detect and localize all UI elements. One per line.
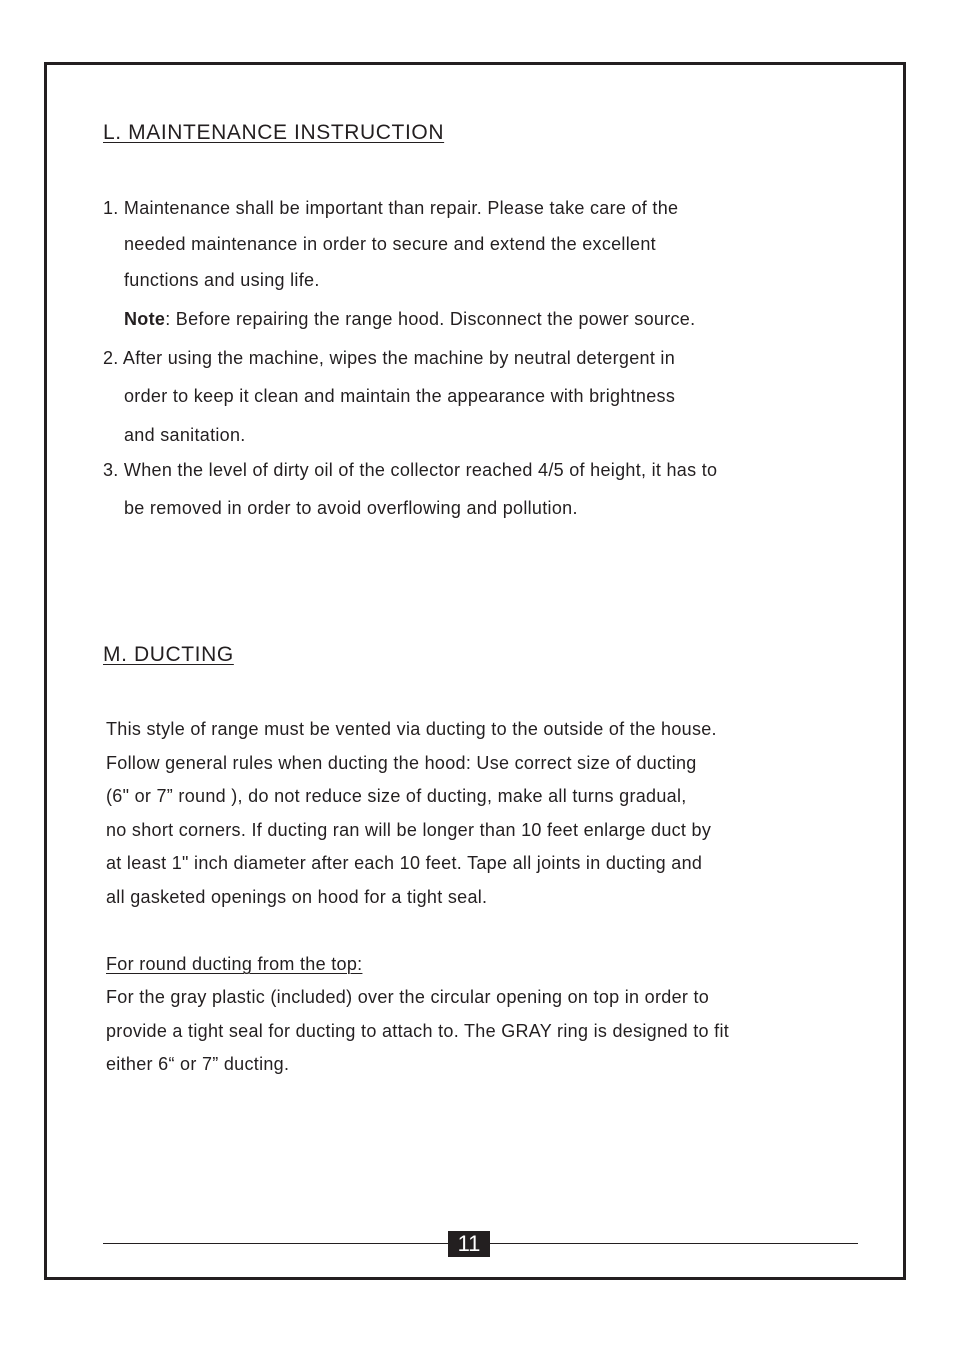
- round-ducting-line-2: provide a tight seal for ducting to attach to. The GRAY ring is designed to fit: [106, 1021, 730, 1041]
- maintenance-item-3-line-1: 3. When the level of dirty oil of the collector reached 4/5 of height, it has to: [103, 460, 718, 480]
- maintenance-item-1-line-2: needed maintenance in order to secure and extend the excellent: [124, 234, 656, 254]
- ducting-paragraph-line-6: all gasketed openings on hood for a tight seal.: [106, 887, 488, 907]
- page-number-badge: 11: [448, 1231, 490, 1257]
- note-text: : Before repairing the range hood. Disconnect the power source.: [165, 309, 696, 329]
- maintenance-item-1-line-3: functions and using life.: [124, 270, 320, 290]
- ducting-paragraph-line-2: Follow general rules when ducting the hood: Use correct size of ducting: [106, 753, 697, 773]
- ducting-paragraph-line-5: at least 1" inch diameter after each 10 feet. Tape all joints in ducting and: [106, 853, 703, 873]
- note-label: Note: [124, 309, 166, 329]
- section-l-heading: L. MAINTENANCE INSTRUCTION: [103, 121, 445, 144]
- maintenance-item-1-line-1: 1. Maintenance shall be important than repair. Please take care of the: [103, 198, 679, 218]
- ducting-paragraph-line-1: This style of range must be vented via ducting to the outside of the house.: [106, 719, 717, 739]
- maintenance-item-2-line-1: 2. After using the machine, wipes the machine by neutral detergent in: [103, 348, 676, 368]
- maintenance-note: [124, 308, 695, 330]
- maintenance-item-2-line-2: order to keep it clean and maintain the appearance with brightness: [124, 386, 676, 406]
- maintenance-item-3-line-2: be removed in order to avoid overflowing and pollution.: [124, 498, 578, 518]
- ducting-paragraph-line-4: no short corners. If ducting ran will be longer than 10 feet enlarge duct by: [106, 820, 712, 840]
- round-ducting-subheading: For round ducting from the top:: [106, 954, 363, 974]
- section-m-heading: M. DUCTING: [103, 643, 234, 666]
- round-ducting-line-1: For the gray plastic (included) over the circular opening on top in order to: [106, 987, 710, 1007]
- round-ducting-line-3: either 6“ or 7” ducting.: [106, 1054, 290, 1074]
- ducting-paragraph-line-3: (6" or 7” round ), do not reduce size of ducting, make all turns gradual,: [106, 786, 687, 806]
- maintenance-item-2-line-3: and sanitation.: [124, 425, 246, 445]
